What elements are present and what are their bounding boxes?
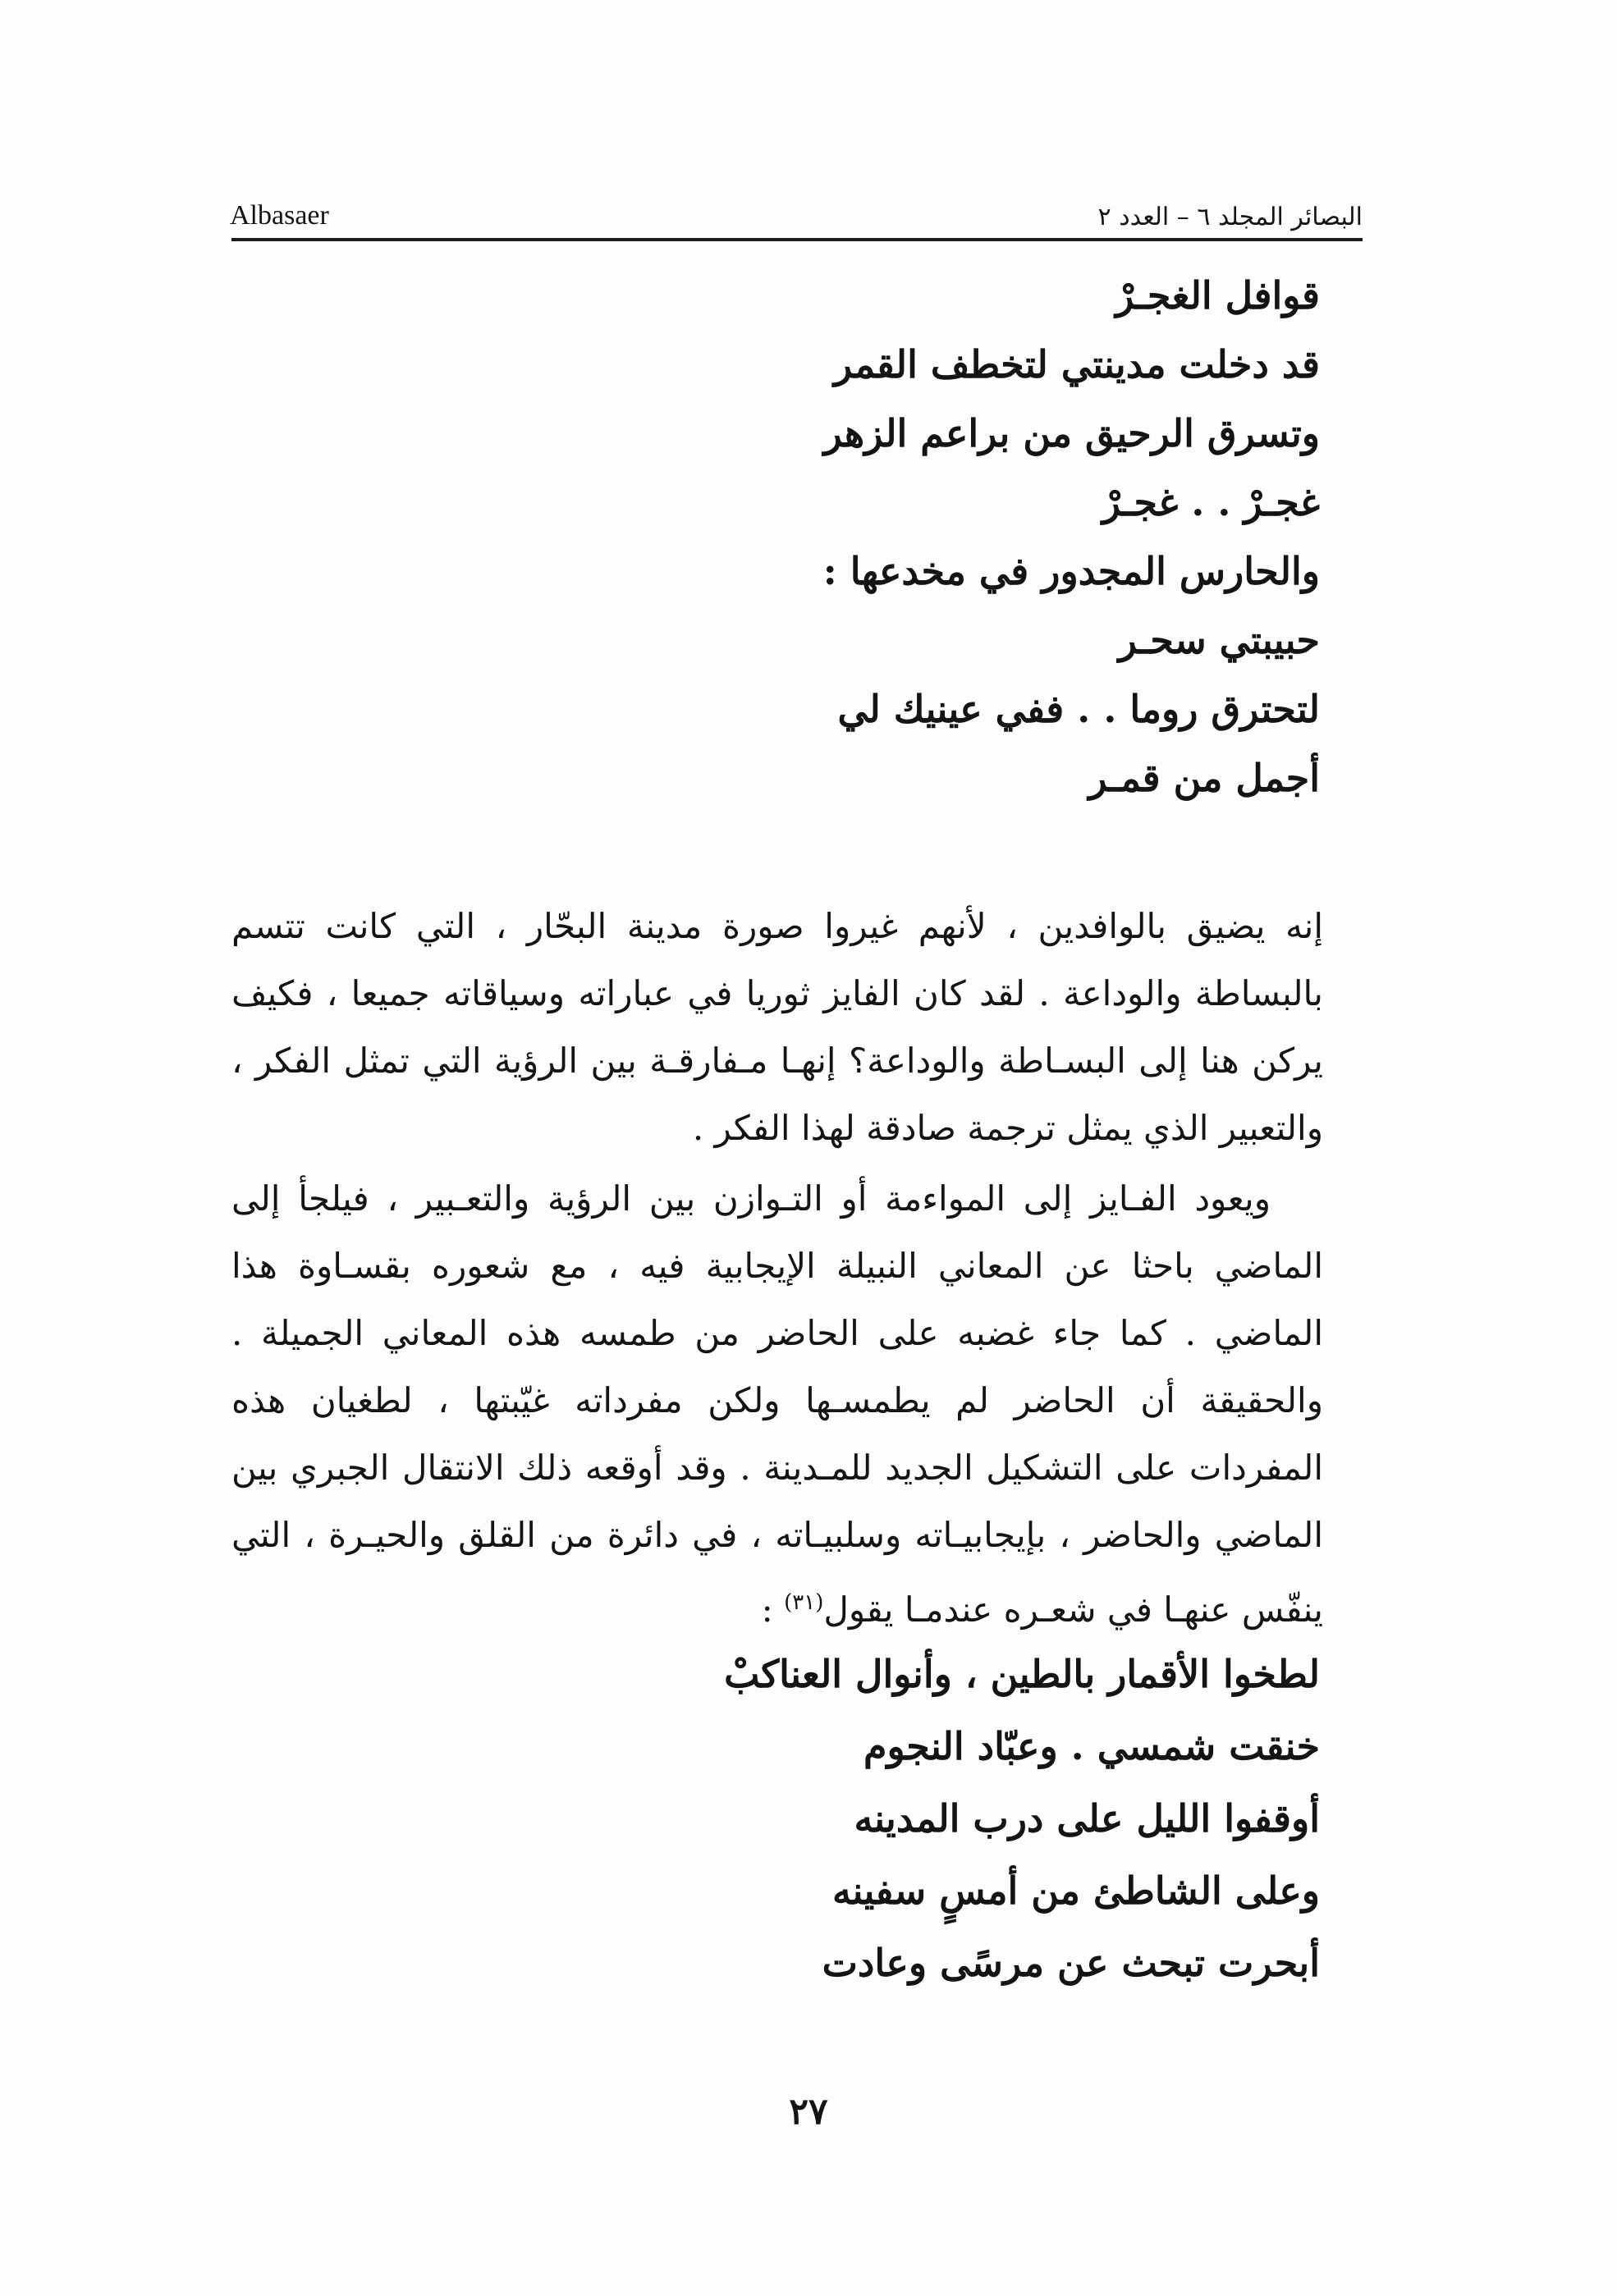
paragraph-2-end: : bbox=[761, 1589, 785, 1630]
running-header bbox=[230, 185, 1363, 231]
journal-name: Albasaer bbox=[230, 200, 329, 231]
poem-line: قوافل الغجـرْ bbox=[1115, 273, 1320, 318]
poem-line: لتحترق روما . . ففي عينيك لي bbox=[837, 687, 1320, 731]
footnote-reference: (٣١) bbox=[784, 1590, 824, 1615]
poem-excerpt-2 bbox=[724, 1638, 1320, 1999]
poem-line: أجمل من قمـر bbox=[1088, 756, 1320, 800]
poem-line: أبحرت تبحث عن مرسًى وعادت bbox=[822, 1941, 1320, 1985]
body-paragraph-1: إنه يضيق بالوافدين ، لأنهم غيروا صورة مدينة البحّار ، التي كانت تتسم بالبساطة والوداعة . لقد كان الفايز ثوريا في عباراته وسياقاته جميعا ، فكيف يركن هنا إلى البسـاطة والوداعة؟ إنهـا مـفارقـة بين الرؤية التي تمثل الفكر ، والتعبير الذي يمثل ترجمة صادقة لهذا الفكر . bbox=[231, 906, 1323, 1148]
poem-line: خنقت شمسي . وعبّاد النجوم bbox=[863, 1724, 1320, 1768]
body-paragraph-2 bbox=[231, 1165, 1323, 1644]
poem-line: غجـرْ . . غجـرْ bbox=[1102, 480, 1320, 524]
poem-line: والحارس المجدور في مخدعها : bbox=[822, 549, 1320, 593]
poem-excerpt-1 bbox=[823, 261, 1320, 812]
paragraph-2-text: ويعود الفـايز إلى المواءمة أو التـوازن بين الرؤية والتعـبير ، فيلجأ إلى الماضي باحثا عن المعاني النبيلة الإيجابية فيه ، مع شعوره بقسـاوة هذا الماضي . كما جاء غضبه على الحاضر من طمسه هذه المعاني الجميلة . والحقيقة أن الحاضر لم يطمسـها ولكن مفرداته غيّبتها ، لطغيان هذه المفردات على التشكيل الجديد للمـدينة . وقد أوقعه ذلك الانتقال الجبري بين الماضي والحاضر ، بإيجابيـاته وسلبيـاته ، في دائرة من القلق والحيـرة ، التي ينفّس عنهـا في شعـره عندمـا يقول bbox=[231, 1178, 1323, 1630]
volume-issue: البصائر المجلد ٦ – العدد ٢ bbox=[1097, 203, 1363, 231]
poem-line: لطخوا الأقمار بالطين ، وأنوال العناكبْ bbox=[724, 1652, 1320, 1696]
poem-line: حبيبتي سحـر bbox=[1118, 618, 1320, 662]
poem-line: قد دخلت مدينتي لتخطف القمر bbox=[833, 342, 1320, 386]
poem-line: وعلى الشاطئ من أمسٍ سفينه bbox=[831, 1868, 1320, 1913]
poem-line: وتسرق الرحيق من براعم الزهر bbox=[823, 411, 1320, 455]
poem-line: أوقفوا الليل على درب المدينه bbox=[854, 1796, 1320, 1841]
header-rule bbox=[231, 238, 1363, 241]
page-number: ٢٧ bbox=[789, 2091, 828, 2133]
